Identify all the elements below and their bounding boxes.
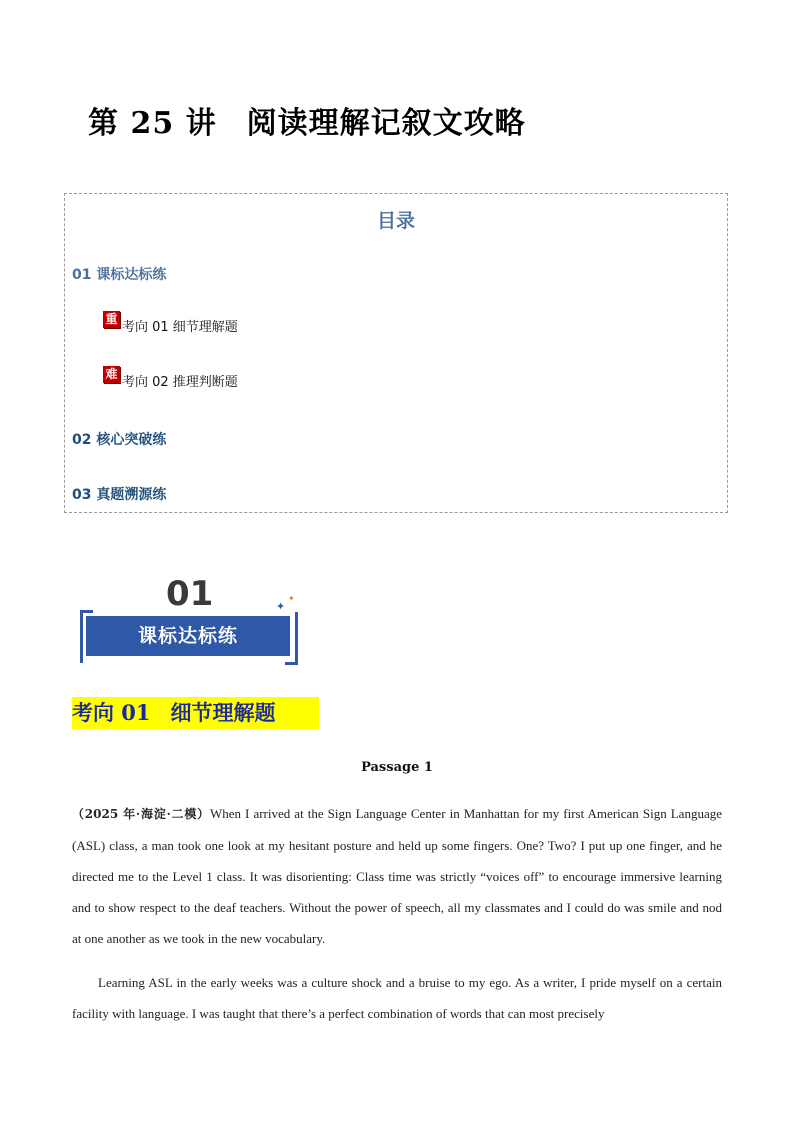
- lecture-topic: 阅读理解记叙文攻略: [246, 106, 526, 141]
- sparkle-icon: ✦: [276, 600, 286, 613]
- subheading: [72, 697, 319, 729]
- passage-title: Passage 1: [361, 760, 433, 775]
- key-badge-icon: 重: [103, 311, 120, 328]
- passage-paragraph-2: Learning ASL in the early weeks was a culture shock and a bruise to my ego. As a writer, I pride myself on a certain facility with language. I was taught that there’s a perfect combination of words that can most precisely: [72, 975, 722, 1021]
- subheading-prefix: 考向 01: [72, 700, 151, 725]
- toc-item-detail[interactable]: [103, 312, 238, 335]
- passage-paragraph-1: [72, 798, 722, 954]
- difficult-badge-icon: 难: [103, 366, 120, 383]
- section-banner: [76, 574, 302, 666]
- passage-source: （2025 年·海淀·二模）: [72, 807, 210, 821]
- toc-item-inference[interactable]: [103, 367, 238, 390]
- paragraph-text: When I arrived at the Sign Language Center in Manhattan for my first American Sign Language (ASL) class, a man took one look at my hesitant posture and held up some fingers. One? Two? I put up one finger, and he directed me to the Level 1 class. It was disorienting: Class time was strictly “voices off” to encourage immersive learning and to show respect to the deaf teachers. Without the power of speech, all my classmates and I could do was smile and nod at one another as we took in the new vocabulary.: [72, 806, 722, 946]
- section-number: 01: [166, 574, 214, 614]
- lecture-number: 第 25 讲: [88, 106, 217, 141]
- table-of-contents: [64, 193, 728, 513]
- toc-heading: 目录: [376, 210, 415, 232]
- page-title: [88, 98, 526, 142]
- sparkle-icon: ✦: [288, 594, 295, 603]
- section-label: 课标达标练: [86, 616, 290, 656]
- subheading-label: 细节理解题: [170, 700, 276, 725]
- toc-item-practice[interactable]: 01 课标达标练: [72, 267, 167, 283]
- toc-item-core[interactable]: 02 核心突破练: [72, 432, 167, 448]
- toc-item-label: 考向 02 推理判断题: [122, 375, 238, 390]
- toc-item-label: 考向 01 细节理解题: [122, 320, 238, 335]
- toc-item-exam[interactable]: 03 真题溯源练: [72, 487, 167, 503]
